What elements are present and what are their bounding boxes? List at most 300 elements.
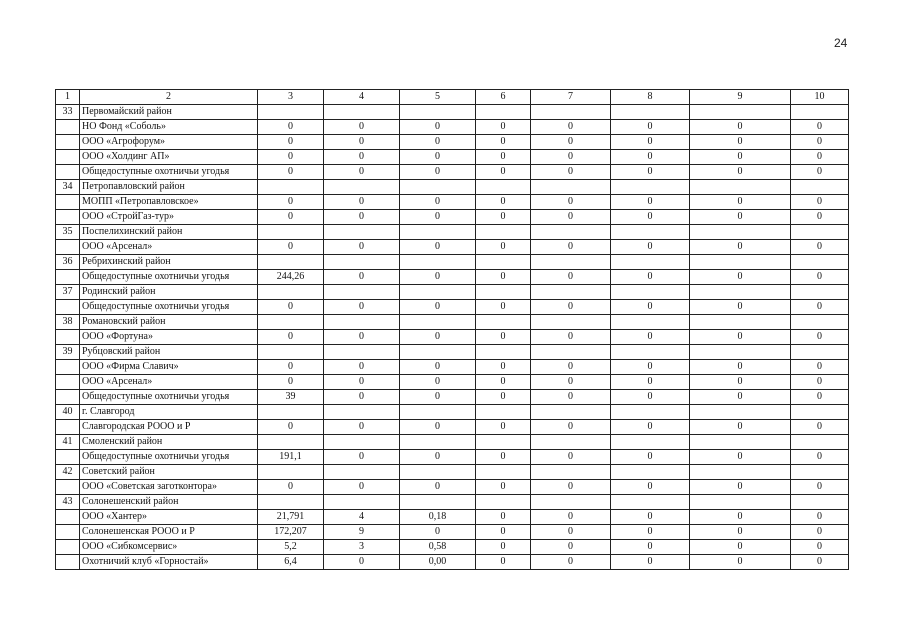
organization-name: ООО «СтройГаз-тур» [80, 210, 258, 225]
value-cell: 0 [690, 120, 791, 135]
value-cell [791, 255, 849, 270]
value-cell: 0 [324, 480, 400, 495]
value-cell: 0 [611, 135, 690, 150]
value-cell: 0 [690, 480, 791, 495]
district-row [56, 255, 849, 270]
value-cell [611, 345, 690, 360]
value-cell [476, 255, 531, 270]
value-cell [476, 105, 531, 120]
value-cell [324, 405, 400, 420]
value-cell: 39 [258, 390, 324, 405]
row-number: 40 [56, 405, 80, 420]
value-cell: 244,26 [258, 270, 324, 285]
district-row [56, 180, 849, 195]
value-cell [324, 435, 400, 450]
value-cell: 0 [791, 240, 849, 255]
organization-name: ООО «Арсенал» [80, 375, 258, 390]
value-cell: 0 [531, 270, 611, 285]
value-cell [611, 435, 690, 450]
value-cell: 0 [258, 330, 324, 345]
row-number [56, 510, 80, 525]
value-cell: 0 [400, 150, 476, 165]
value-cell: 0 [476, 240, 531, 255]
value-cell: 0 [531, 450, 611, 465]
value-cell: 0 [531, 420, 611, 435]
value-cell [611, 495, 690, 510]
value-cell: 0 [611, 120, 690, 135]
value-cell: 0 [611, 240, 690, 255]
value-cell [400, 225, 476, 240]
value-cell: 0 [690, 555, 791, 570]
value-cell: 0 [611, 270, 690, 285]
value-cell [324, 225, 400, 240]
row-number [56, 270, 80, 285]
value-cell: 0 [791, 540, 849, 555]
value-cell: 0 [258, 480, 324, 495]
value-cell: 0 [690, 270, 791, 285]
value-cell [611, 465, 690, 480]
value-cell: 0 [324, 210, 400, 225]
value-cell [258, 435, 324, 450]
value-cell: 0 [258, 360, 324, 375]
value-cell [258, 465, 324, 480]
value-cell: 0 [531, 165, 611, 180]
value-cell: 0 [258, 165, 324, 180]
organization-name: НО Фонд «Соболь» [80, 120, 258, 135]
district-name: Солонешенский район [80, 495, 258, 510]
value-cell: 0 [531, 240, 611, 255]
header-row [56, 90, 849, 105]
table-row [56, 210, 849, 225]
value-cell [400, 465, 476, 480]
table-row [56, 375, 849, 390]
value-cell: 0 [324, 450, 400, 465]
value-cell: 0 [690, 210, 791, 225]
value-cell: 0 [400, 375, 476, 390]
value-cell [258, 345, 324, 360]
value-cell: 0 [611, 420, 690, 435]
value-cell: 0 [531, 525, 611, 540]
column-header-9: 9 [690, 90, 791, 105]
value-cell: 0 [690, 150, 791, 165]
value-cell: 0 [476, 375, 531, 390]
table-row [56, 135, 849, 150]
value-cell [611, 105, 690, 120]
value-cell: 0 [531, 375, 611, 390]
value-cell: 0 [791, 120, 849, 135]
value-cell [690, 435, 791, 450]
table-row [56, 195, 849, 210]
table-row [56, 510, 849, 525]
value-cell [400, 285, 476, 300]
district-row [56, 345, 849, 360]
organization-name: Славгородская РООО и Р [80, 420, 258, 435]
value-cell: 0 [400, 165, 476, 180]
value-cell: 0 [400, 420, 476, 435]
district-row [56, 285, 849, 300]
value-cell [690, 465, 791, 480]
value-cell [791, 225, 849, 240]
value-cell: 0 [690, 360, 791, 375]
value-cell: 0 [611, 210, 690, 225]
value-cell: 0 [611, 525, 690, 540]
value-cell: 0 [690, 240, 791, 255]
value-cell: 21,791 [258, 510, 324, 525]
value-cell: 0 [400, 360, 476, 375]
value-cell: 0 [476, 480, 531, 495]
row-number [56, 195, 80, 210]
value-cell: 0 [791, 420, 849, 435]
table-row [56, 525, 849, 540]
value-cell [791, 285, 849, 300]
value-cell: 0 [690, 420, 791, 435]
organization-name: Общедоступные охотничьи угодья [80, 450, 258, 465]
organization-name: Общедоступные охотничьи угодья [80, 300, 258, 315]
value-cell [400, 495, 476, 510]
value-cell: 0 [324, 120, 400, 135]
value-cell [324, 255, 400, 270]
value-cell [476, 345, 531, 360]
value-cell [324, 105, 400, 120]
district-name: Поспелихинский район [80, 225, 258, 240]
value-cell [531, 180, 611, 195]
row-number: 33 [56, 105, 80, 120]
value-cell: 0 [476, 450, 531, 465]
value-cell: 0 [611, 360, 690, 375]
organization-name: ООО «Хантер» [80, 510, 258, 525]
value-cell: 0 [476, 360, 531, 375]
value-cell [258, 285, 324, 300]
table-row [56, 240, 849, 255]
value-cell: 0,18 [400, 510, 476, 525]
value-cell: 0 [400, 450, 476, 465]
value-cell: 0 [531, 195, 611, 210]
value-cell [258, 255, 324, 270]
value-cell: 0 [791, 480, 849, 495]
value-cell [690, 315, 791, 330]
value-cell: 0 [791, 525, 849, 540]
value-cell: 0 [258, 150, 324, 165]
district-row [56, 225, 849, 240]
value-cell: 0 [531, 330, 611, 345]
table-row [56, 540, 849, 555]
value-cell: 3 [324, 540, 400, 555]
value-cell: 0 [531, 480, 611, 495]
column-header-1: 1 [56, 90, 80, 105]
row-number: 35 [56, 225, 80, 240]
value-cell: 0,58 [400, 540, 476, 555]
value-cell: 0 [791, 195, 849, 210]
value-cell [690, 285, 791, 300]
value-cell [791, 345, 849, 360]
value-cell [611, 225, 690, 240]
value-cell: 0 [690, 375, 791, 390]
district-name: Советский район [80, 465, 258, 480]
table-row [56, 330, 849, 345]
value-cell: 0 [476, 390, 531, 405]
value-cell: 0 [258, 135, 324, 150]
value-cell: 0 [400, 210, 476, 225]
value-cell [690, 345, 791, 360]
column-header-5: 5 [400, 90, 476, 105]
value-cell: 0 [611, 480, 690, 495]
value-cell: 0 [791, 555, 849, 570]
organization-name: ООО «Холдинг АП» [80, 150, 258, 165]
value-cell [531, 345, 611, 360]
value-cell: 0 [400, 135, 476, 150]
value-cell: 0 [611, 540, 690, 555]
district-row [56, 465, 849, 480]
value-cell [791, 405, 849, 420]
value-cell: 5,2 [258, 540, 324, 555]
value-cell [476, 315, 531, 330]
district-name: Родинский район [80, 285, 258, 300]
district-name: Петропавловский район [80, 180, 258, 195]
row-number [56, 525, 80, 540]
value-cell: 0 [324, 420, 400, 435]
column-header-8: 8 [611, 90, 690, 105]
value-cell [531, 465, 611, 480]
value-cell [476, 495, 531, 510]
value-cell: 0 [611, 390, 690, 405]
value-cell [531, 225, 611, 240]
value-cell: 0 [611, 375, 690, 390]
value-cell: 0 [258, 240, 324, 255]
value-cell: 0 [690, 135, 791, 150]
value-cell: 0 [324, 555, 400, 570]
value-cell: 0 [611, 555, 690, 570]
value-cell [324, 495, 400, 510]
value-cell: 0,00 [400, 555, 476, 570]
value-cell: 0 [476, 195, 531, 210]
table-row [56, 420, 849, 435]
table-row [56, 120, 849, 135]
value-cell: 0 [531, 120, 611, 135]
value-cell: 0 [324, 270, 400, 285]
table-row [56, 360, 849, 375]
value-cell: 0 [531, 150, 611, 165]
row-number: 36 [56, 255, 80, 270]
value-cell: 0 [690, 330, 791, 345]
district-row [56, 435, 849, 450]
value-cell: 0 [531, 390, 611, 405]
value-cell: 0 [476, 165, 531, 180]
value-cell: 0 [324, 375, 400, 390]
table-row [56, 165, 849, 180]
value-cell [690, 495, 791, 510]
value-cell: 0 [791, 135, 849, 150]
row-number: 42 [56, 465, 80, 480]
value-cell: 0 [476, 210, 531, 225]
organization-name: Солонешенская РООО и Р [80, 525, 258, 540]
value-cell [258, 105, 324, 120]
data-table [55, 89, 849, 570]
row-number [56, 120, 80, 135]
row-number [56, 210, 80, 225]
value-cell [476, 405, 531, 420]
value-cell [791, 495, 849, 510]
table-row [56, 300, 849, 315]
row-number: 38 [56, 315, 80, 330]
value-cell: 0 [531, 540, 611, 555]
district-name: Смоленский район [80, 435, 258, 450]
column-header-10: 10 [791, 90, 849, 105]
value-cell: 0 [324, 240, 400, 255]
value-cell [791, 315, 849, 330]
organization-name: Общедоступные охотничьи угодья [80, 165, 258, 180]
value-cell: 0 [611, 300, 690, 315]
row-number [56, 480, 80, 495]
value-cell [791, 435, 849, 450]
row-number [56, 390, 80, 405]
value-cell: 0 [611, 165, 690, 180]
value-cell: 0 [400, 195, 476, 210]
organization-name: ООО «Фирма Славич» [80, 360, 258, 375]
value-cell: 0 [476, 510, 531, 525]
value-cell [611, 405, 690, 420]
value-cell: 0 [690, 525, 791, 540]
table-row [56, 480, 849, 495]
value-cell: 0 [476, 135, 531, 150]
value-cell [258, 180, 324, 195]
value-cell [476, 180, 531, 195]
value-cell: 0 [476, 555, 531, 570]
value-cell: 0 [258, 300, 324, 315]
value-cell: 0 [258, 120, 324, 135]
row-number [56, 555, 80, 570]
value-cell [476, 465, 531, 480]
value-cell: 0 [476, 150, 531, 165]
value-cell: 0 [400, 120, 476, 135]
value-cell: 0 [611, 510, 690, 525]
value-cell: 0 [476, 540, 531, 555]
value-cell [531, 495, 611, 510]
value-cell [400, 315, 476, 330]
row-number [56, 330, 80, 345]
value-cell [690, 105, 791, 120]
value-cell: 0 [531, 510, 611, 525]
value-cell [258, 405, 324, 420]
district-name: Романовский район [80, 315, 258, 330]
column-header-2: 2 [80, 90, 258, 105]
table-row [56, 555, 849, 570]
value-cell: 0 [476, 300, 531, 315]
value-cell: 0 [400, 270, 476, 285]
value-cell: 0 [791, 270, 849, 285]
value-cell: 6,4 [258, 555, 324, 570]
value-cell: 0 [791, 510, 849, 525]
value-cell: 0 [611, 450, 690, 465]
organization-name: ООО «Фортуна» [80, 330, 258, 345]
row-number [56, 540, 80, 555]
table-row [56, 450, 849, 465]
column-header-7: 7 [531, 90, 611, 105]
value-cell: 4 [324, 510, 400, 525]
value-cell [400, 180, 476, 195]
value-cell [476, 285, 531, 300]
organization-name: Общедоступные охотничьи угодья [80, 390, 258, 405]
value-cell: 0 [690, 450, 791, 465]
value-cell [611, 285, 690, 300]
value-cell: 172,207 [258, 525, 324, 540]
value-cell: 0 [258, 420, 324, 435]
column-header-3: 3 [258, 90, 324, 105]
row-number: 39 [56, 345, 80, 360]
value-cell: 0 [791, 375, 849, 390]
row-number [56, 135, 80, 150]
value-cell [531, 315, 611, 330]
value-cell: 0 [324, 390, 400, 405]
value-cell [324, 345, 400, 360]
value-cell: 0 [400, 525, 476, 540]
row-number [56, 300, 80, 315]
value-cell: 0 [611, 150, 690, 165]
value-cell [400, 405, 476, 420]
value-cell: 0 [258, 195, 324, 210]
value-cell [258, 315, 324, 330]
value-cell: 0 [531, 210, 611, 225]
value-cell: 0 [791, 300, 849, 315]
value-cell: 0 [791, 450, 849, 465]
value-cell [690, 255, 791, 270]
row-number [56, 165, 80, 180]
value-cell: 0 [476, 330, 531, 345]
district-name: Ребрихинский район [80, 255, 258, 270]
row-number: 34 [56, 180, 80, 195]
district-name: г. Славгород [80, 405, 258, 420]
district-row [56, 405, 849, 420]
value-cell: 0 [324, 150, 400, 165]
value-cell: 9 [324, 525, 400, 540]
value-cell: 0 [476, 270, 531, 285]
value-cell [611, 180, 690, 195]
value-cell [690, 225, 791, 240]
value-cell [531, 405, 611, 420]
value-cell: 0 [791, 360, 849, 375]
value-cell: 0 [611, 330, 690, 345]
district-name: Первомайский район [80, 105, 258, 120]
organization-name: МОПП «Петропавловское» [80, 195, 258, 210]
value-cell: 0 [400, 300, 476, 315]
value-cell [690, 405, 791, 420]
value-cell [531, 435, 611, 450]
value-cell: 0 [690, 195, 791, 210]
value-cell: 0 [324, 195, 400, 210]
value-cell: 0 [791, 150, 849, 165]
value-cell: 0 [531, 135, 611, 150]
organization-name: ООО «Сибкомсервис» [80, 540, 258, 555]
row-number [56, 150, 80, 165]
value-cell [400, 435, 476, 450]
value-cell: 0 [324, 135, 400, 150]
column-header-6: 6 [476, 90, 531, 105]
value-cell: 0 [400, 390, 476, 405]
organization-name: ООО «Арсенал» [80, 240, 258, 255]
value-cell [258, 495, 324, 510]
value-cell: 0 [400, 240, 476, 255]
value-cell [400, 255, 476, 270]
organization-name: ООО «Агрофорум» [80, 135, 258, 150]
value-cell: 0 [791, 390, 849, 405]
value-cell: 0 [476, 120, 531, 135]
table-row [56, 150, 849, 165]
value-cell: 0 [324, 360, 400, 375]
value-cell: 0 [690, 165, 791, 180]
district-row [56, 105, 849, 120]
value-cell: 0 [531, 555, 611, 570]
value-cell [791, 465, 849, 480]
row-number [56, 240, 80, 255]
